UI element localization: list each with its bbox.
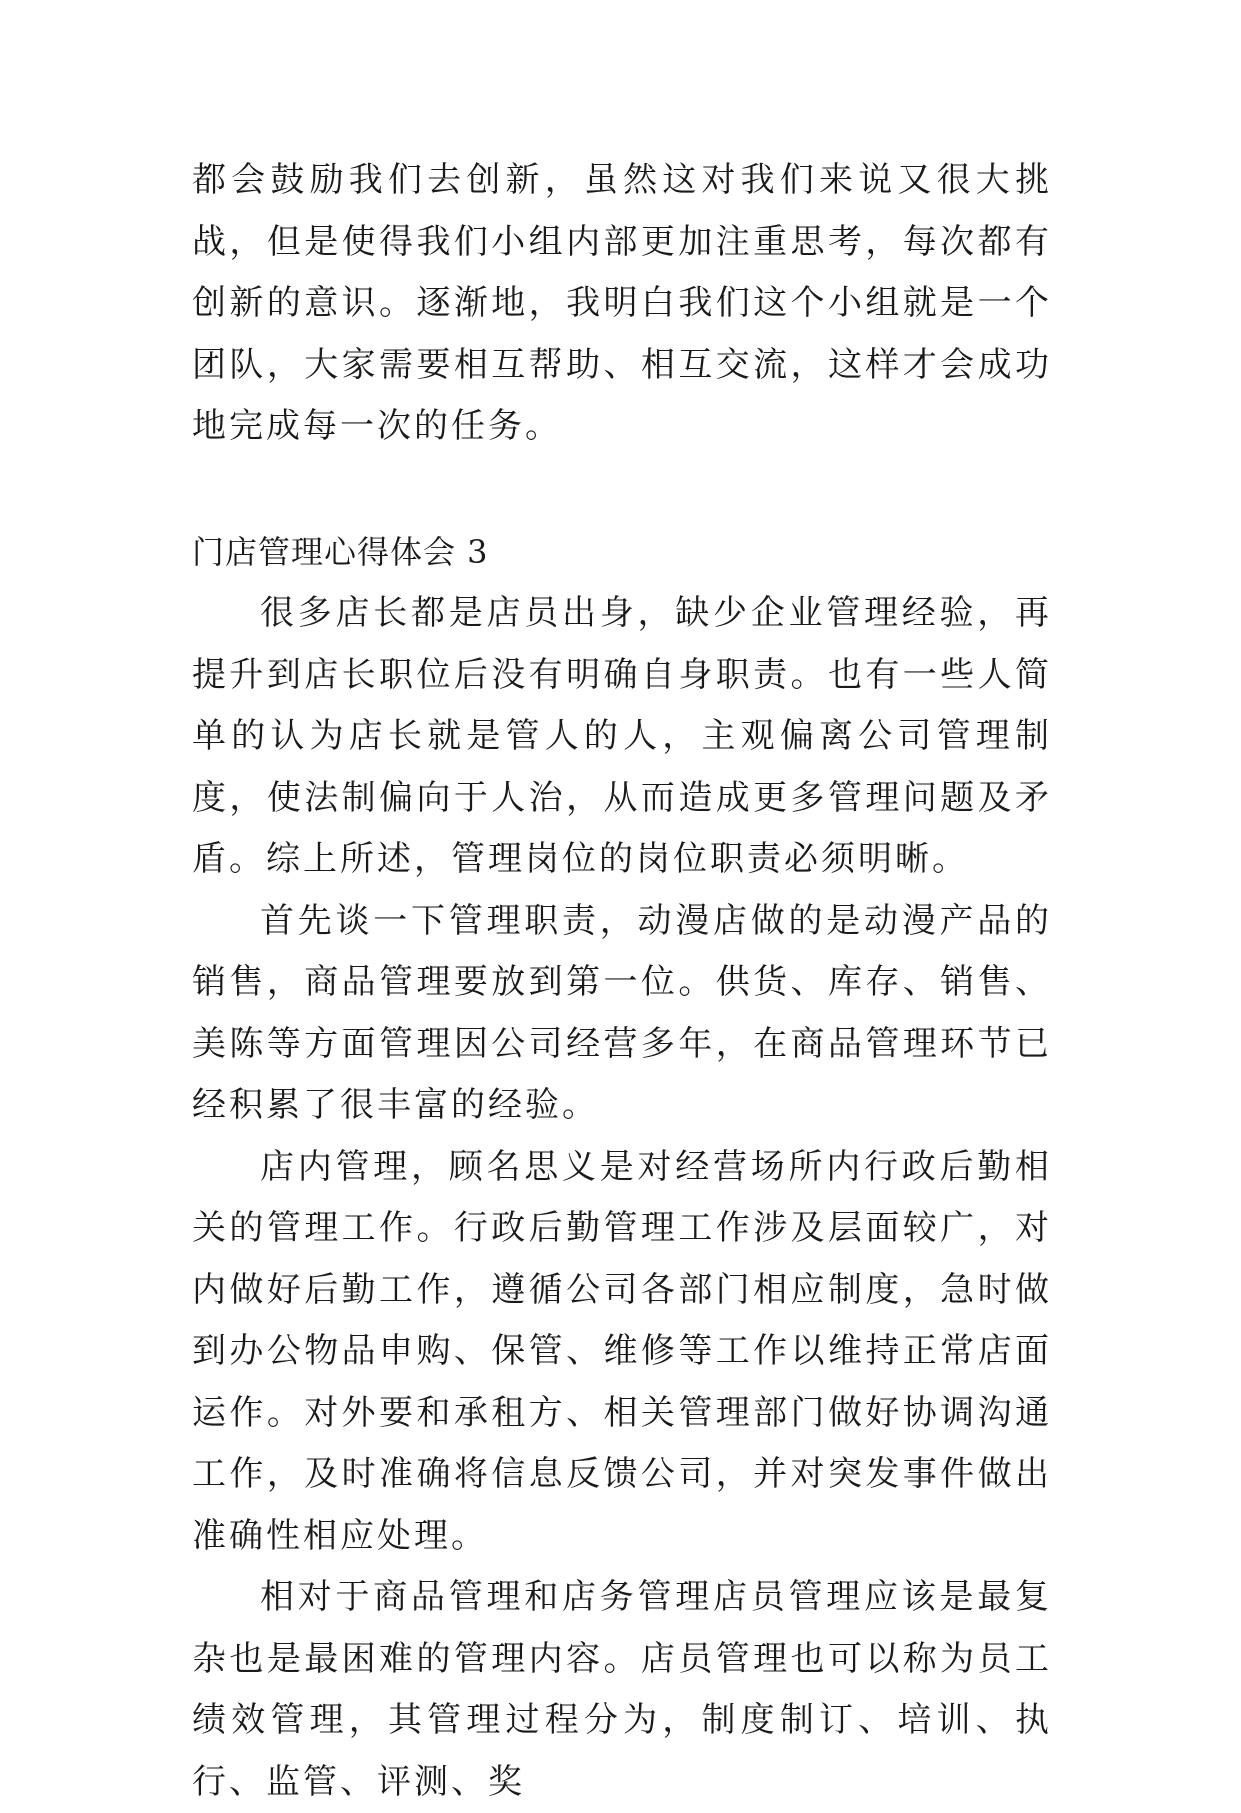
body-paragraph-2: 首先谈一下管理职责，动漫店做的是动漫产品的销售，商品管理要放到第一位。供货、库存、销售、美陈等方面管理因公司经营多年，在商品管理环节已经积累了很丰富的经验。 (192, 900, 1052, 1125)
body-paragraph-3: 店内管理，顾名思义是对经营场所内行政后勤相关的管理工作。行政后勤管理工作涉及层面较广，对内做好后勤工作，遵循公司各部门相应制度，急时做到办公物品申购、保管、维修等工作以维持正常店面运作。对外要和承租方、相关管理部门做好协调沟通工作，及时准确将信息反馈公司，并对突发事件做出准确性相应处理。 (192, 1146, 1052, 1556)
continued-paragraph: 都会鼓励我们去创新，虽然这对我们来说又很大挑战，但是使得我们小组内部更加注重思考，每次都有创新的意识。逐渐地，我明白我们这个小组就是一个团队，大家需要相互帮助、相互交流，这样才会成功地完成每一次的任务。 (192, 160, 1052, 446)
body-paragraph-1: 很多店长都是店员出身，缺少企业管理经验，再提升到店长职位后没有明确自身职责。也有一些人简单的认为店长就是管人的人，主观偏离公司管理制度，使法制偏向于人治，从而造成更多管理问题及矛盾。综上所述，管理岗位的岗位职责必须明晰。 (192, 593, 1052, 879)
section-title: 门店管理心得体会 3 (192, 532, 489, 571)
section-spacer (192, 458, 1052, 522)
document-page (192, 150, 1052, 1813)
body-paragraph-4: 相对于商品管理和店务管理店员管理应该是最复杂也是最困难的管理内容。店员管理也可以称为员工绩效管理，其管理过程分为，制度制订、培训、执行、监管、评测、奖 (192, 1577, 1052, 1802)
